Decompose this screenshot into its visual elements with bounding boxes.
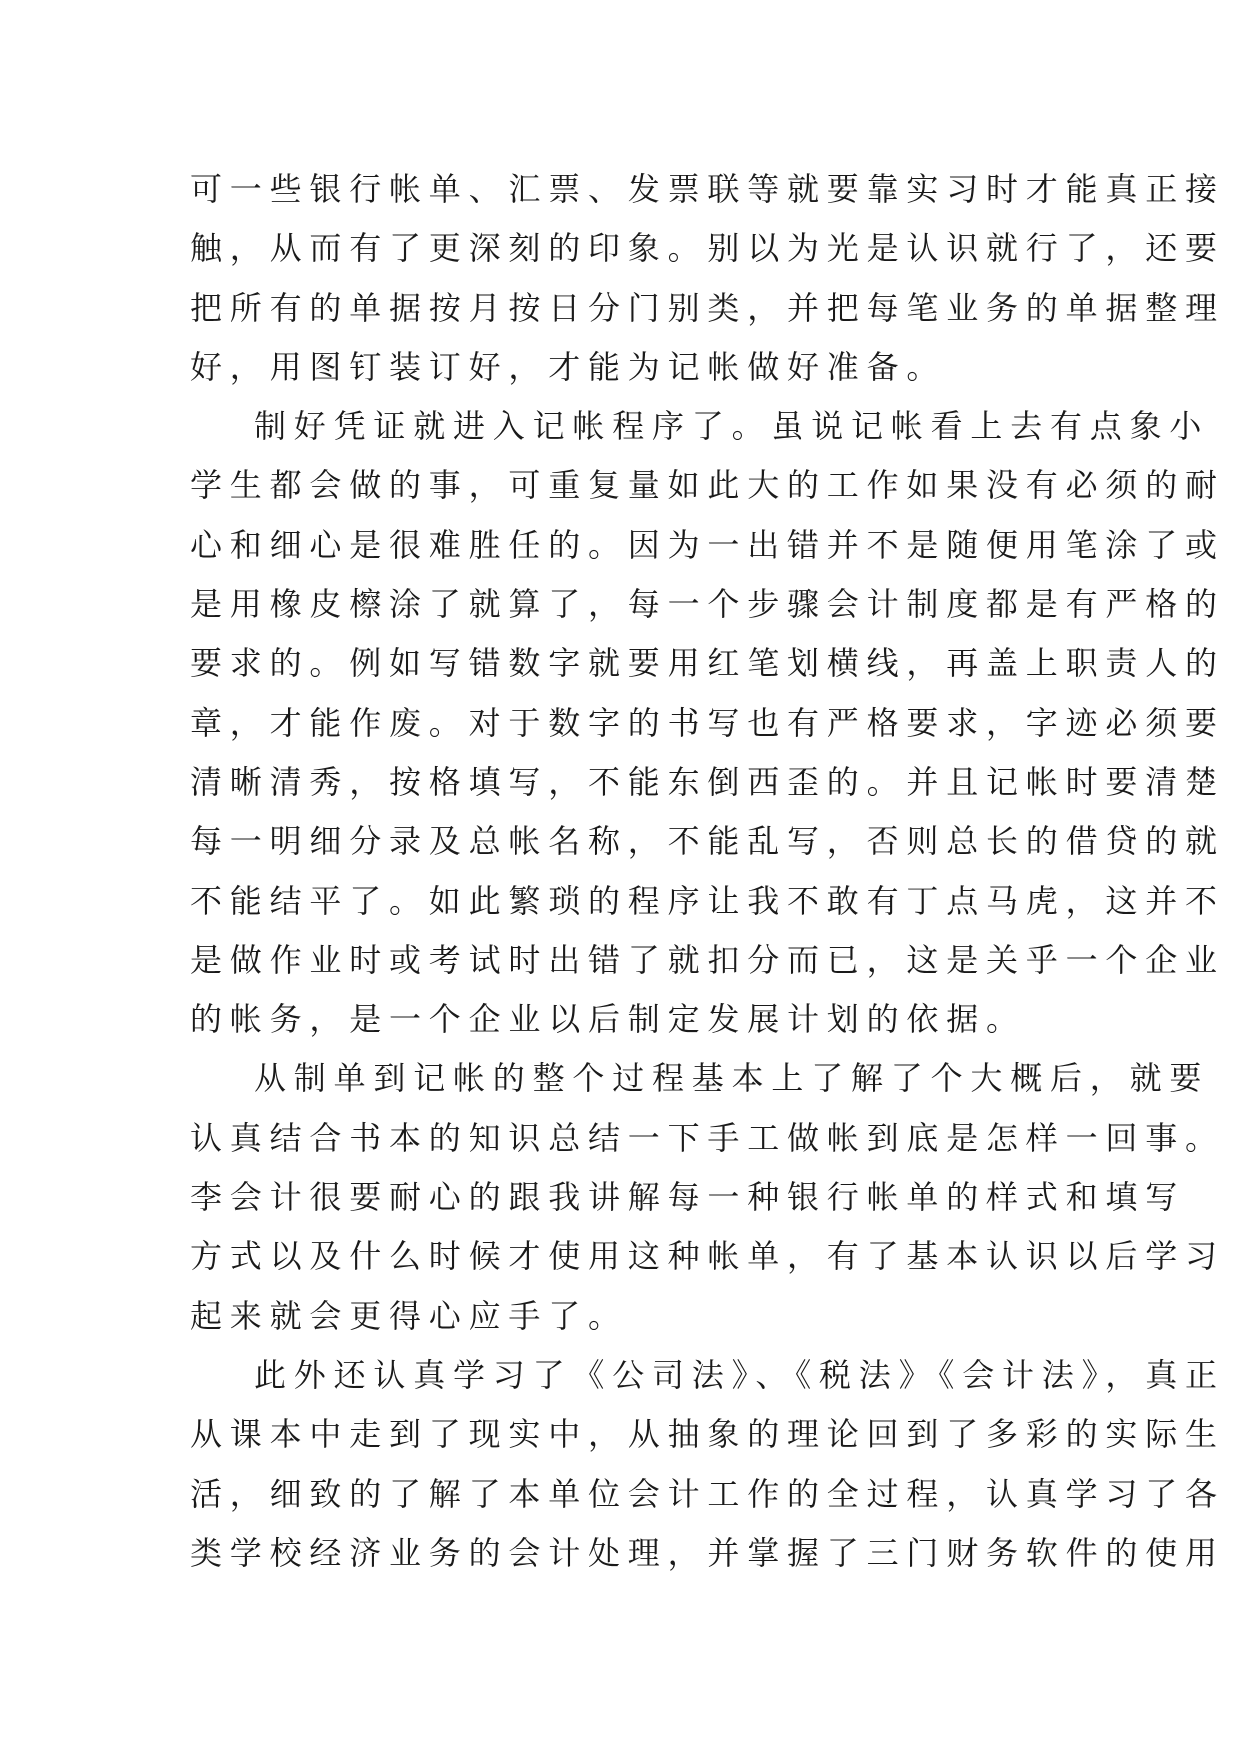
text-line: 不能结平了。如此繁琐的程序让我不敢有丁点马虎，这并不 xyxy=(190,881,1225,920)
text-line: 清晰清秀，按格填写，不能东倒西歪的。并且记帐时要清楚 xyxy=(190,762,1225,801)
text-line: 好，用图钉装订好，才能为记帐做好准备。 xyxy=(190,347,947,386)
text-line: 认真结合书本的知识总结一下手工做帐到底是怎样一回事。 xyxy=(190,1118,1225,1157)
text-line: 方式以及什么时候才使用这种帐单，有了基本认识以后学习 xyxy=(190,1237,1225,1276)
text-line: 的帐务，是一个企业以后制定发展计划的依据。 xyxy=(190,1000,1026,1039)
text-line: 是用橡皮檫涂了就算了，每一个步骤会计制度都是有严格的 xyxy=(190,585,1225,624)
text-line: 每一明细分录及总帐名称，不能乱写，否则总长的借贷的就 xyxy=(190,822,1225,861)
text-line: 触，从而有了更深刻的印象。别以为光是认识就行了，还要 xyxy=(190,229,1225,268)
text-line: 把所有的单据按月按日分门别类，并把每笔业务的单据整理 xyxy=(190,288,1225,327)
text-line: 是做作业时或考试时出错了就扣分而已，这是关乎一个企业 xyxy=(190,940,1225,979)
text-line: 从课本中走到了现实中，从抽象的理论回到了多彩的实际生 xyxy=(190,1415,1225,1454)
text-line: 心和细心是很难胜任的。因为一出错并不是随便用笔涂了或 xyxy=(190,525,1225,564)
text-line: 起来就会更得心应手了。 xyxy=(190,1296,628,1335)
body-text xyxy=(190,160,1225,1583)
text-line: 从制单到记帐的整个过程基本上了解了个大概后，就要 xyxy=(254,1059,1210,1098)
text-line: 活，细致的了解了本单位会计工作的全过程，认真学习了各 xyxy=(190,1474,1225,1513)
text-line: 类学校经济业务的会计处理，并掌握了三门财务软件的使用 xyxy=(190,1533,1225,1572)
text-line: 章，才能作废。对于数字的书写也有严格要求，字迹必须要 xyxy=(190,703,1225,742)
text-line: 可一些银行帐单、汇票、发票联等就要靠实习时才能真正接 xyxy=(190,170,1225,208)
text-line: 制好凭证就进入记帐程序了。虽说记帐看上去有点象小 xyxy=(254,407,1210,446)
text-line: 李会计很要耐心的跟我讲解每一种银行帐单的样式和填写 xyxy=(190,1178,1186,1217)
text-line: 此外还认真学习了《公司法》、《税法》《会计法》，真正 xyxy=(254,1355,1225,1394)
text-line: 要求的。例如写错数字就要用红笔划横线，再盖上职责人的 xyxy=(190,644,1225,683)
text-line: 学生都会做的事，可重复量如此大的工作如果没有必须的耐 xyxy=(190,466,1225,505)
